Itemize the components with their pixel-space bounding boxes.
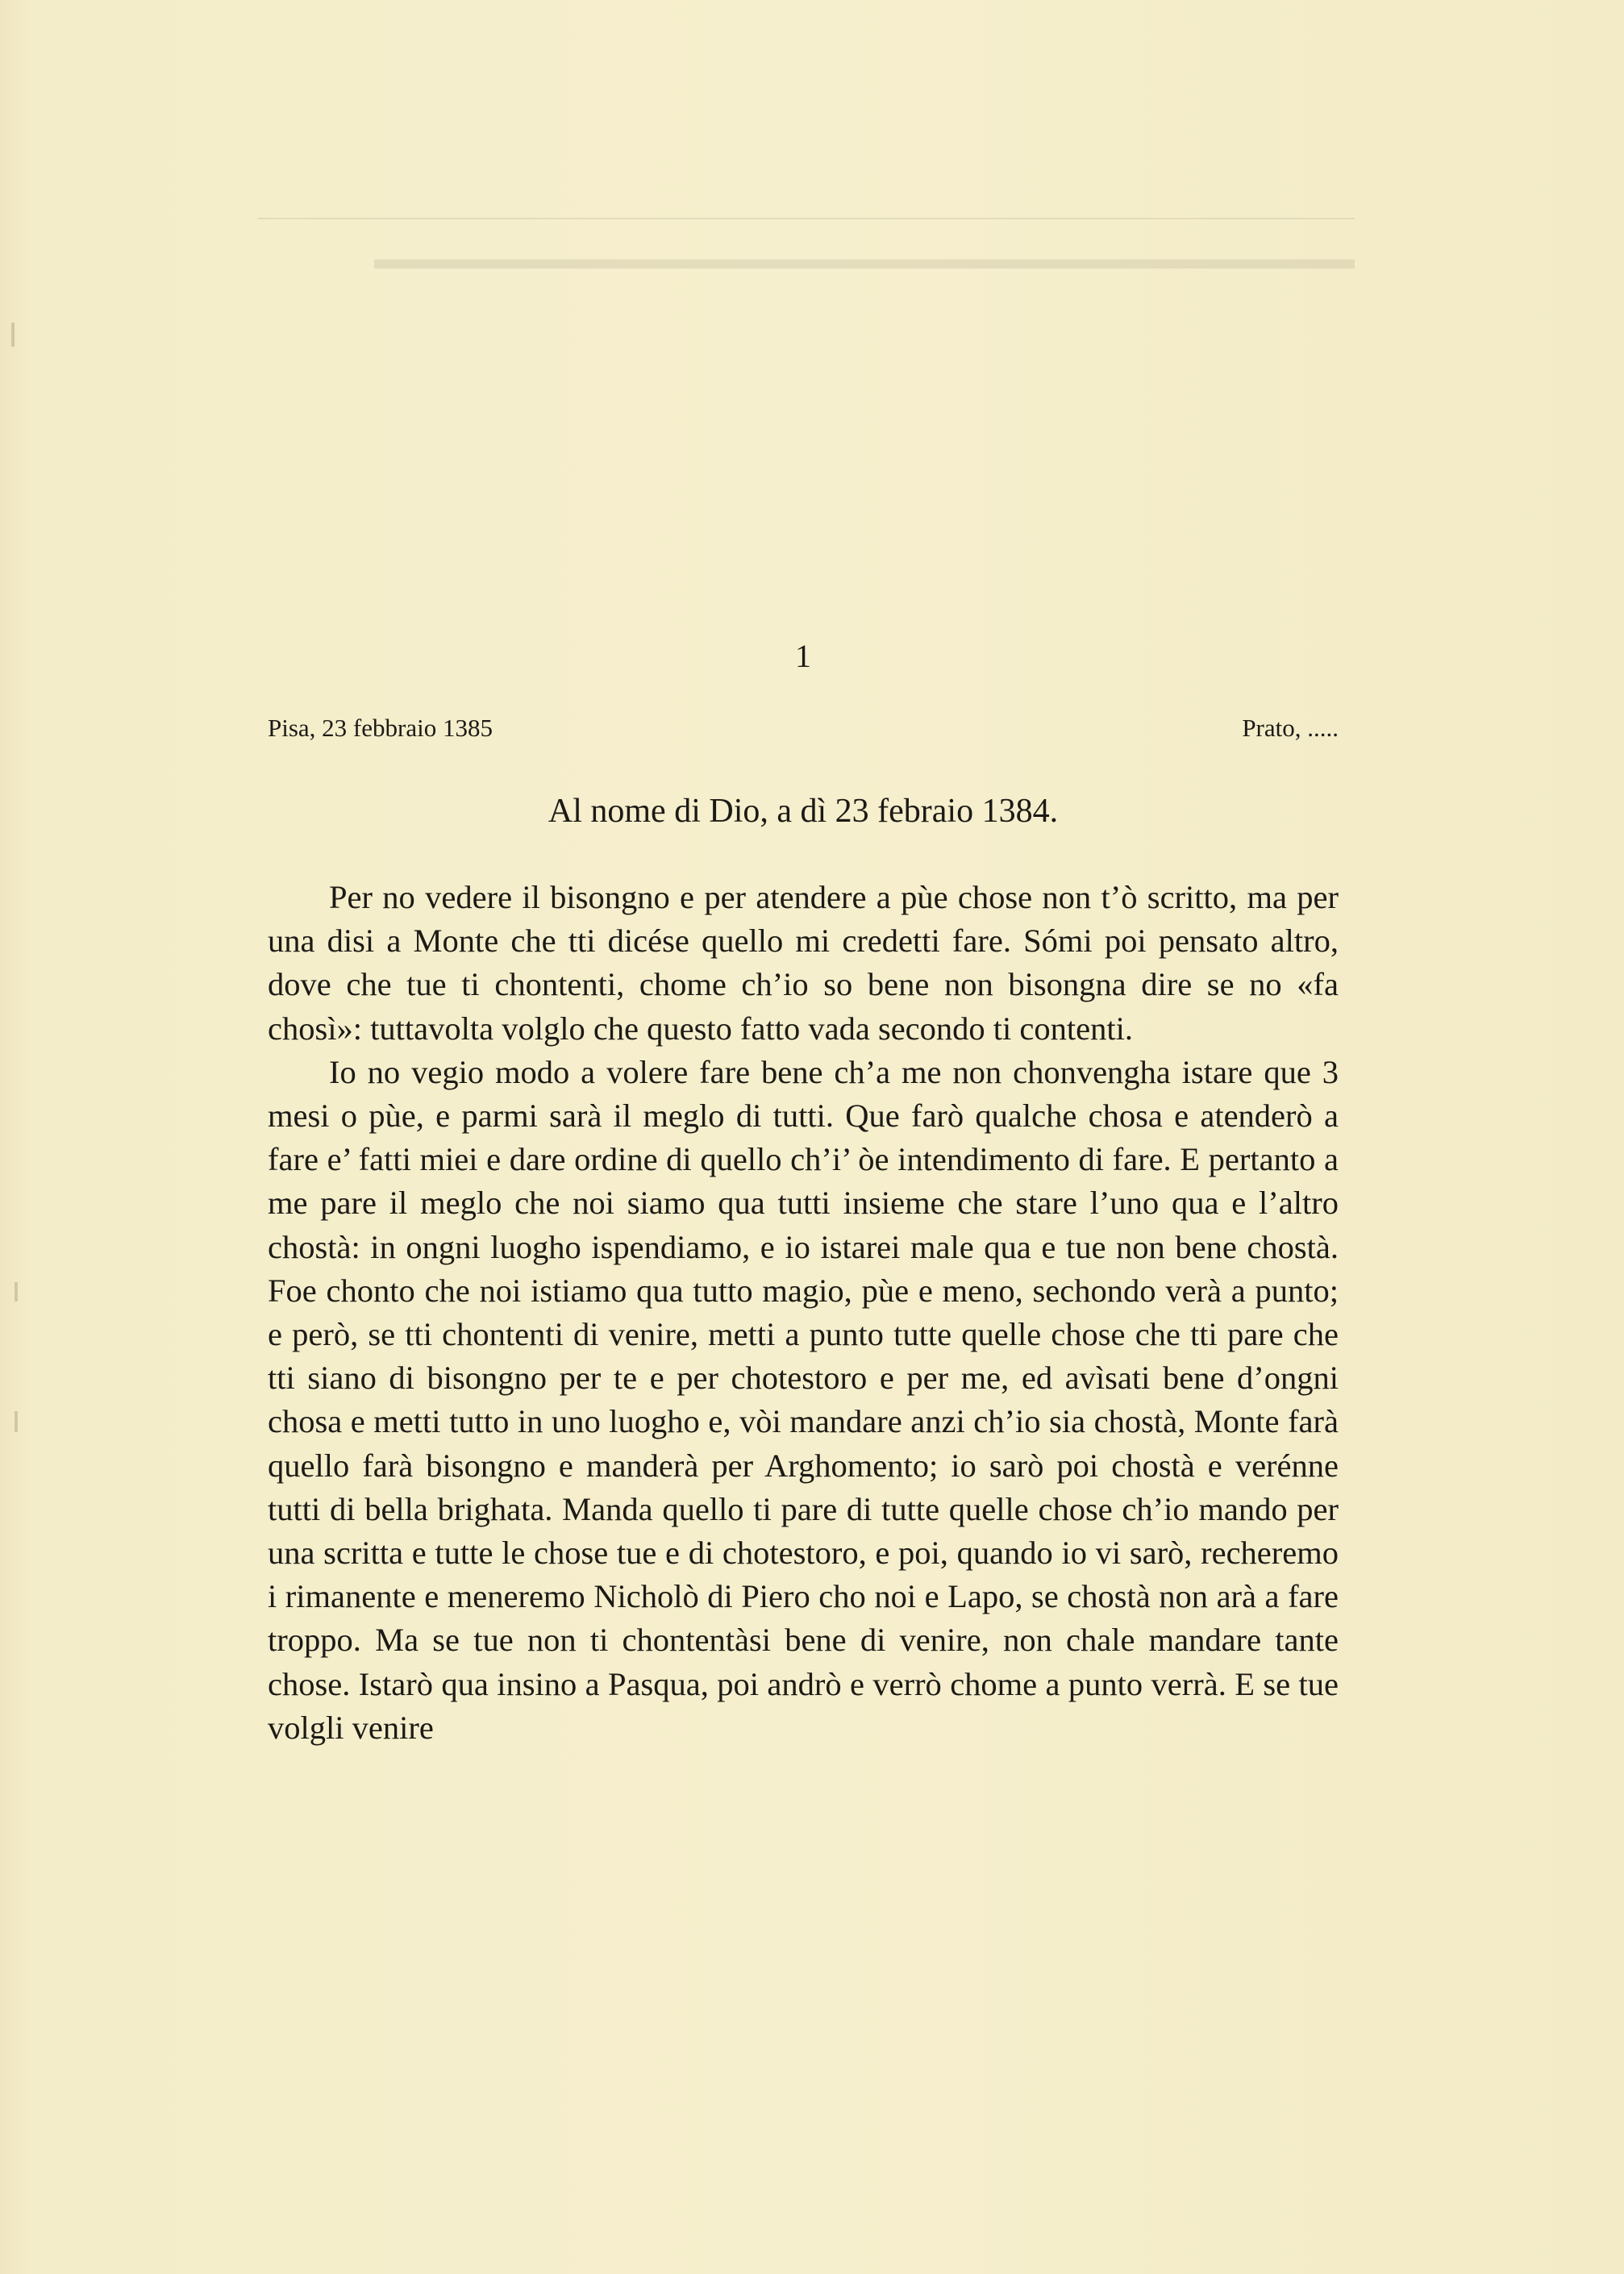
verso-header-rule [258, 218, 1355, 219]
margin-mark [15, 1411, 18, 1432]
place-date-row [268, 714, 1339, 743]
paragraph: Io no vegio modo a volere fare bene ch’a me non chonvengha istare que 3 mesi o pùe, e parmi sarà il meglo di tutti. Que farò qualche chosa e atenderò a fare e’ fatti miei e dare ordine di quello ch’i’ òe intendimento di fare. E pertanto a me pare il meglo che noi siamo qua tutti insieme che stare l’uno qua e l’altro chostà: in ongni luogho ispendiamo, e io istarei male qua e tue non bene chostà. Foe chonto che noi istiamo qua tutto magio, pùe e meno, sechondo verà a punto; e però, se tti chontenti di venire, metti a punto tutte quelle chose che tti pare che tti siano di bisongno per te e per chotestoro e per me, ed avìsati bene d’ongni chosa e metti tutto in uno luogho e, vòi mandare anzi ch’io sia chostà, Monte farà quello farà bisongno e manderà per Arghomento; io sarò poi chostà e verénne tutti di bella brighata. Manda quello ti pare di tutte quelle chose ch’io mando per una scritta e tutte le chose tue e di chotestoro, e poi, quando io vi sarò, recheremo i rimanente e meneremo Nicholò di Piero cho noi e Lapo, se chostà non arà a fare troppo. Ma se tue non ti chontentàsi bene di venire, non chale mandare tante chose. Istarò qua insino a Pasqua, poi andrò e verrò chome a punto verrà. E se tue volgli venire [268, 1053, 1339, 1746]
letter-number: 1 [795, 638, 811, 674]
verso-ghost-lines: ▬▬▬▬▬▬▬▬▬▬▬▬▬▬▬▬▬▬▬▬▬▬▬▬▬▬▬▬▬▬▬▬ [374, 242, 1355, 276]
margin-mark [11, 323, 15, 347]
place-date-from: Pisa, 23 febbraio 1385 [268, 714, 493, 742]
letter-body [268, 876, 1339, 1750]
place-to: Prato, ..... [1242, 714, 1339, 742]
verso-bleed-through [258, 218, 1355, 283]
salutation: Al nome di Dio, a dì 23 febraio 1384. [548, 793, 1059, 830]
paragraph: Per no vedere il bisongno e per atendere a pùe chose non t’ò scritto, ma per una disi a Monte che tti dicése quello mi credetti fare. Sómi poi pensato altro, dove che tue ti chontenti, chome ch’io so bene non bisongna dire se no «fa chosì»: tuttavolta volglo che questo fatto vada secondo ti contenti. [268, 879, 1339, 1047]
margin-mark [15, 1282, 18, 1302]
